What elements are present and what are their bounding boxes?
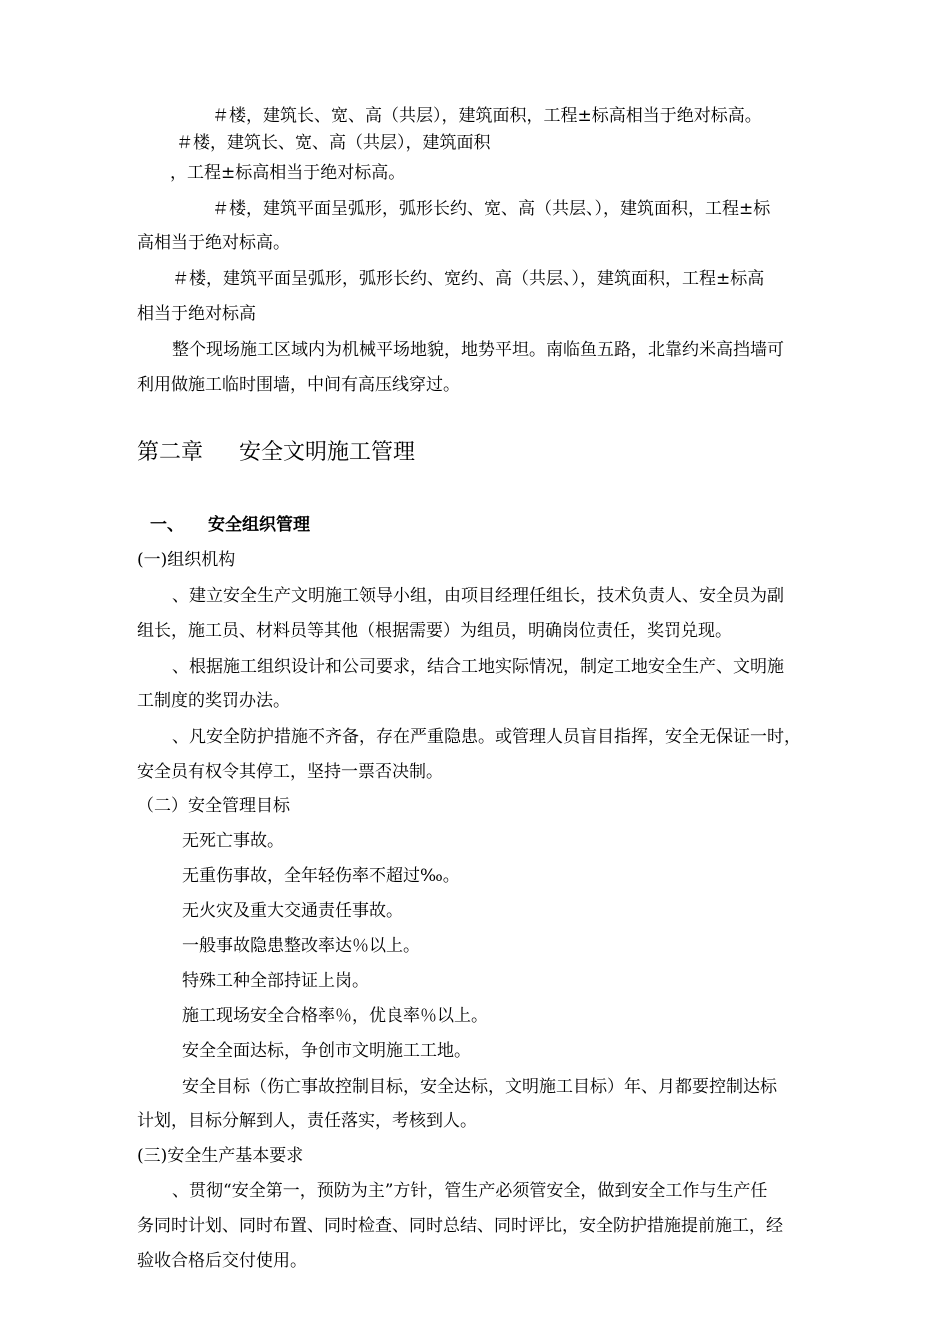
section-title: 安全组织管理 (208, 515, 310, 535)
text-line: 安全目标（伤亡事故控制目标，安全达标，文明施工目标）年、月都要控制达标 (182, 1077, 777, 1097)
list-item: 无火灾及重大交通责任事故。 (182, 901, 403, 921)
text-line: 整个现场施工区域内为机械平场地貌，地势平坦。南临鱼五路，北靠约米高挡墙可 (172, 340, 784, 360)
list-item: 安全全面达标，争创市文明施工工地。 (182, 1041, 471, 1061)
subsection-heading: (三)安全生产基本要求 (137, 1146, 304, 1166)
chapter-number: 第二章 (137, 440, 204, 465)
subsection-heading: (一)组织机构 (137, 550, 236, 570)
text-line: 安全员有权令其停工，坚持一票否决制。 (137, 762, 443, 782)
list-item: 施工现场安全合格率％，优良率％以上。 (182, 1006, 488, 1026)
subsection-heading: （二）安全管理目标 (137, 796, 290, 816)
text-line: 、凡安全防护措施不齐备，存在严重隐患。或管理人员盲目指挥，安全无保证一时， (172, 727, 801, 747)
text-line: ＃楼，建筑长、宽、高（共层），建筑面积 (176, 133, 491, 153)
list-item: 无死亡事故。 (182, 831, 284, 851)
text-line: ＃楼，建筑平面呈弧形，弧形长约、宽、高（共层、），建筑面积，工程±标 (212, 199, 771, 219)
text-line: 、建立安全生产文明施工领导小组，由项目经理任组长，技术负责人、安全员为副 (172, 586, 784, 606)
text-line: 务同时计划、同时布置、同时检查、同时总结、同时评比，安全防护措施提前施工，经 (137, 1216, 783, 1236)
text-line: 相当于绝对标高 (137, 304, 256, 324)
text-line: ＃楼，建筑长、宽、高（共层），建筑面积，工程±标高相当于绝对标高。 (212, 106, 762, 126)
list-item: 特殊工种全部持证上岗。 (182, 971, 369, 991)
chapter-title: 安全文明施工管理 (239, 440, 416, 465)
text-line: 、根据施工组织设计和公司要求，结合工地实际情况，制定工地安全生产、文明施 (172, 657, 784, 677)
text-line: ，工程±标高相当于绝对标高。 (170, 163, 406, 183)
list-item: 一般事故隐患整改率达％以上。 (182, 936, 420, 956)
list-item: 无重伤事故，全年轻伤率不超过‰。 (182, 866, 460, 886)
text-line: 计划，目标分解到人，责任落实，考核到人。 (137, 1111, 477, 1131)
text-line: 组长，施工员、材料员等其他（根据需要）为组员，明确岗位责任，奖罚兑现。 (137, 621, 732, 641)
text-line: 、贯彻“安全第一，预防为主”方针，管生产必须管安全，做到安全工作与生产任 (172, 1181, 768, 1201)
chapter-heading (137, 440, 415, 466)
text-line: 验收合格后交付使用。 (137, 1251, 307, 1271)
text-line: 工制度的奖罚办法。 (137, 691, 290, 711)
text-line: 利用做施工临时围墙，中间有高压线穿过。 (137, 375, 460, 395)
section-number: 一、 (150, 515, 184, 535)
section-heading (150, 515, 310, 535)
text-line: 高相当于绝对标高。 (137, 233, 290, 253)
text-line: ＃楼，建筑平面呈弧形，弧形长约、宽约、高（共层、），建筑面积，工程±标高 (172, 269, 765, 289)
